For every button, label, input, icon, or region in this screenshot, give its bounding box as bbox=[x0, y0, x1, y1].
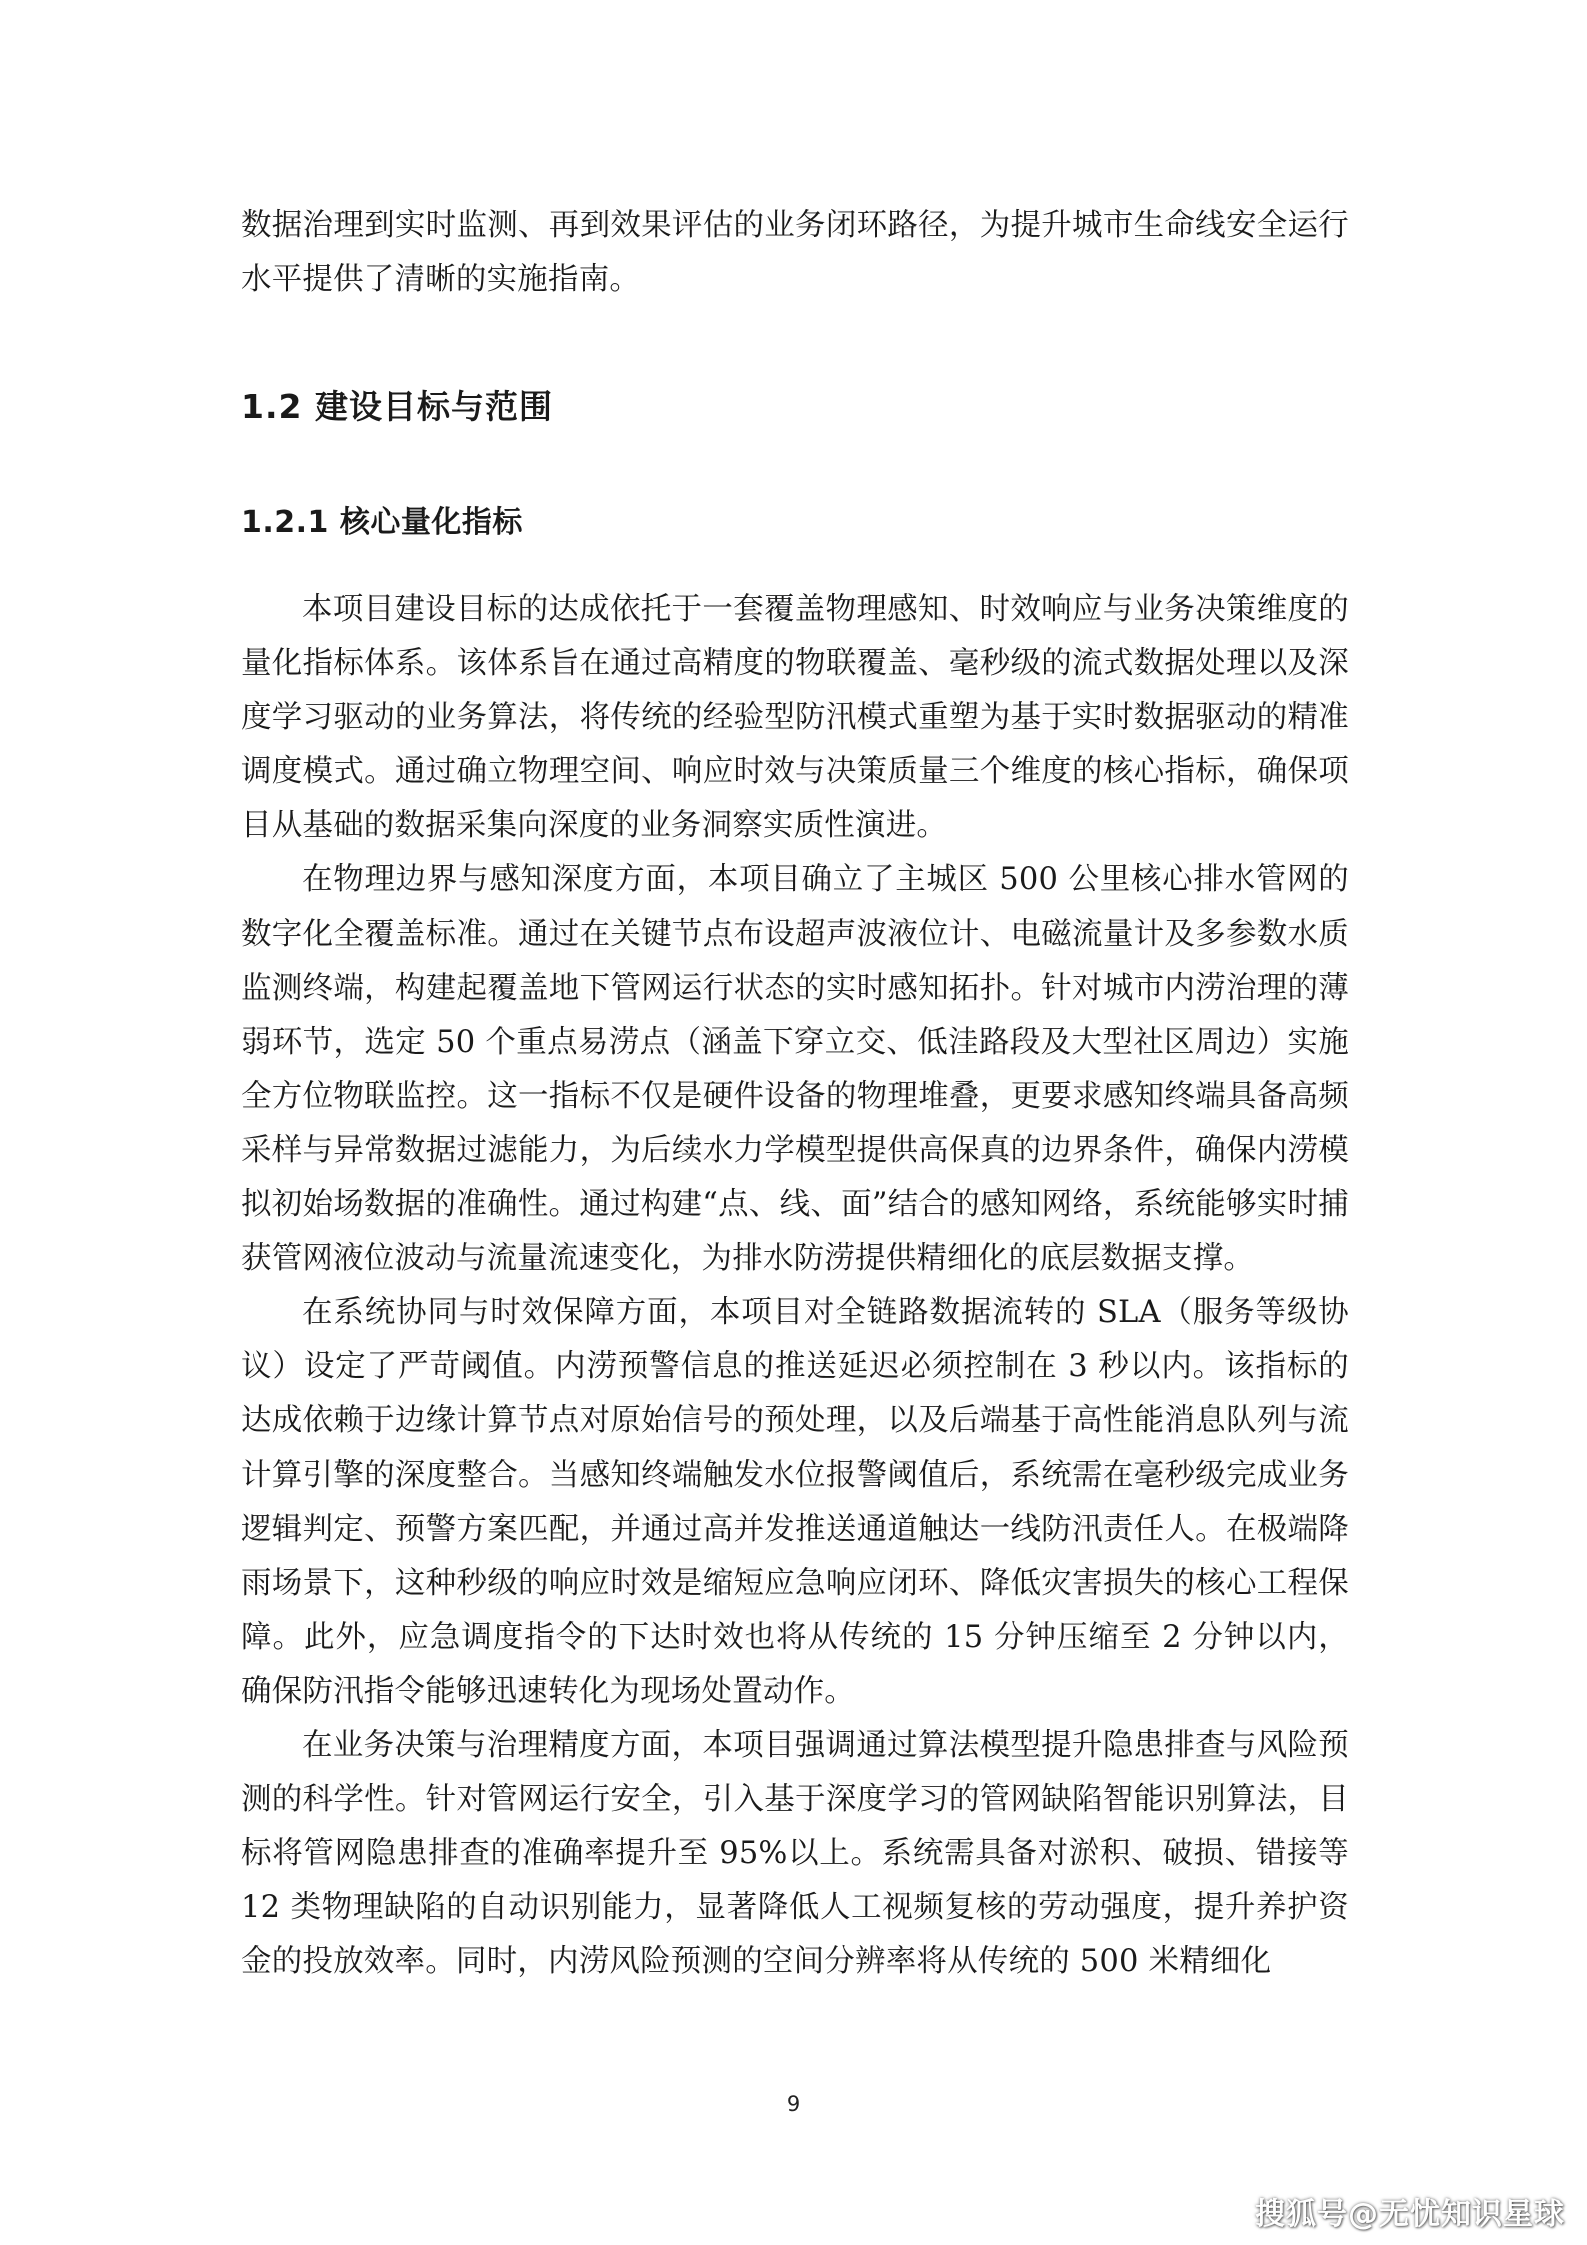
subsection-heading: 1.2.1 核心量化指标 bbox=[241, 505, 523, 540]
body-text bbox=[241, 583, 1349, 1989]
intro-block bbox=[241, 199, 1349, 307]
paragraph-physical-coverage: 在物理边界与感知深度方面，本项目确立了主城区 500 公里核心排水管网的数字化全覆盖标准。通过在关键节点布设超声波液位计、电磁流量计及多参数水质监测终端，构建起覆盖地下管网运行状态的实时感知拓扑。针对城市内涝治理的薄弱环节，选定 50 个重点易涝点（涵盖下穿立交、低洼路段及大型社区周边）实施全方位物联监控。这一指标不仅是硬件设备的物理堆叠，更要求感知终端具备高频采样与异常数据过滤能力，为后续水力学模型提供高保真的边界条件，确保内涝模拟初始场数据的准确性。通过构建“点、线、面”结合的感知网络，系统能够实时捕获管网液位波动与流量流速变化，为排水防涝提供精细化的底层数据支撑。 bbox=[241, 862, 1349, 1277]
paragraph-decision-precision: 在业务决策与治理精度方面，本项目强调通过算法模型提升隐患排查与风险预测的科学性。针对管网运行安全，引入基于深度学习的管网缺陷智能识别算法，目标将管网隐患排查的准确率提升至 95%以上。系统需具备对淤积、破损、错接等 12 类物理缺陷的自动识别能力，显著降低人工视频复核的劳动强度，提升养护资金的投放效率。同时，内涝风险预测的空间分辨率将从传统的 500 米精细化 bbox=[241, 1727, 1349, 1980]
watermark: 搜狐号@无忧知识星球 bbox=[1255, 2197, 1565, 2232]
intro-paragraph: 数据治理到实时监测、再到效果评估的业务闭环路径，为提升城市生命线安全运行水平提供了清晰的实施指南。 bbox=[241, 208, 1349, 298]
page-number: 9 bbox=[786, 2092, 801, 2116]
paragraph-overview: 本项目建设目标的达成依托于一套覆盖物理感知、时效响应与业务决策维度的量化指标体系。该体系旨在通过高精度的物联覆盖、毫秒级的流式数据处理以及深度学习驱动的业务算法，将传统的经验型防汛模式重塑为基于实时数据驱动的精准调度模式。通过确立物理空间、响应时效与决策质量三个维度的核心指标，确保项目从基础的数据采集向深度的业务洞察实质性演进。 bbox=[241, 592, 1349, 844]
paragraph-timeliness: 在系统协同与时效保障方面，本项目对全链路数据流转的 SLA（服务等级协议）设定了严苛阈值。内涝预警信息的推送延迟必须控制在 3 秒以内。该指标的达成依赖于边缘计算节点对原始信号的预处理，以及后端基于高性能消息队列与流计算引擎的深度整合。当感知终端触发水位报警阈值后，系统需在毫秒级完成业务逻辑判定、预警方案匹配，并通过高并发推送通道触达一线防汛责任人。在极端降雨场景下，这种秒级的响应时效是缩短应急响应闭环、降低灾害损失的核心工程保障。此外，应急调度指令的下达时效也将从传统的 15 分钟压缩至 2 分钟以内，确保防汛指令能够迅速转化为现场处置动作。 bbox=[241, 1295, 1349, 1709]
section-heading: 1.2 建设目标与范围 bbox=[241, 387, 553, 426]
